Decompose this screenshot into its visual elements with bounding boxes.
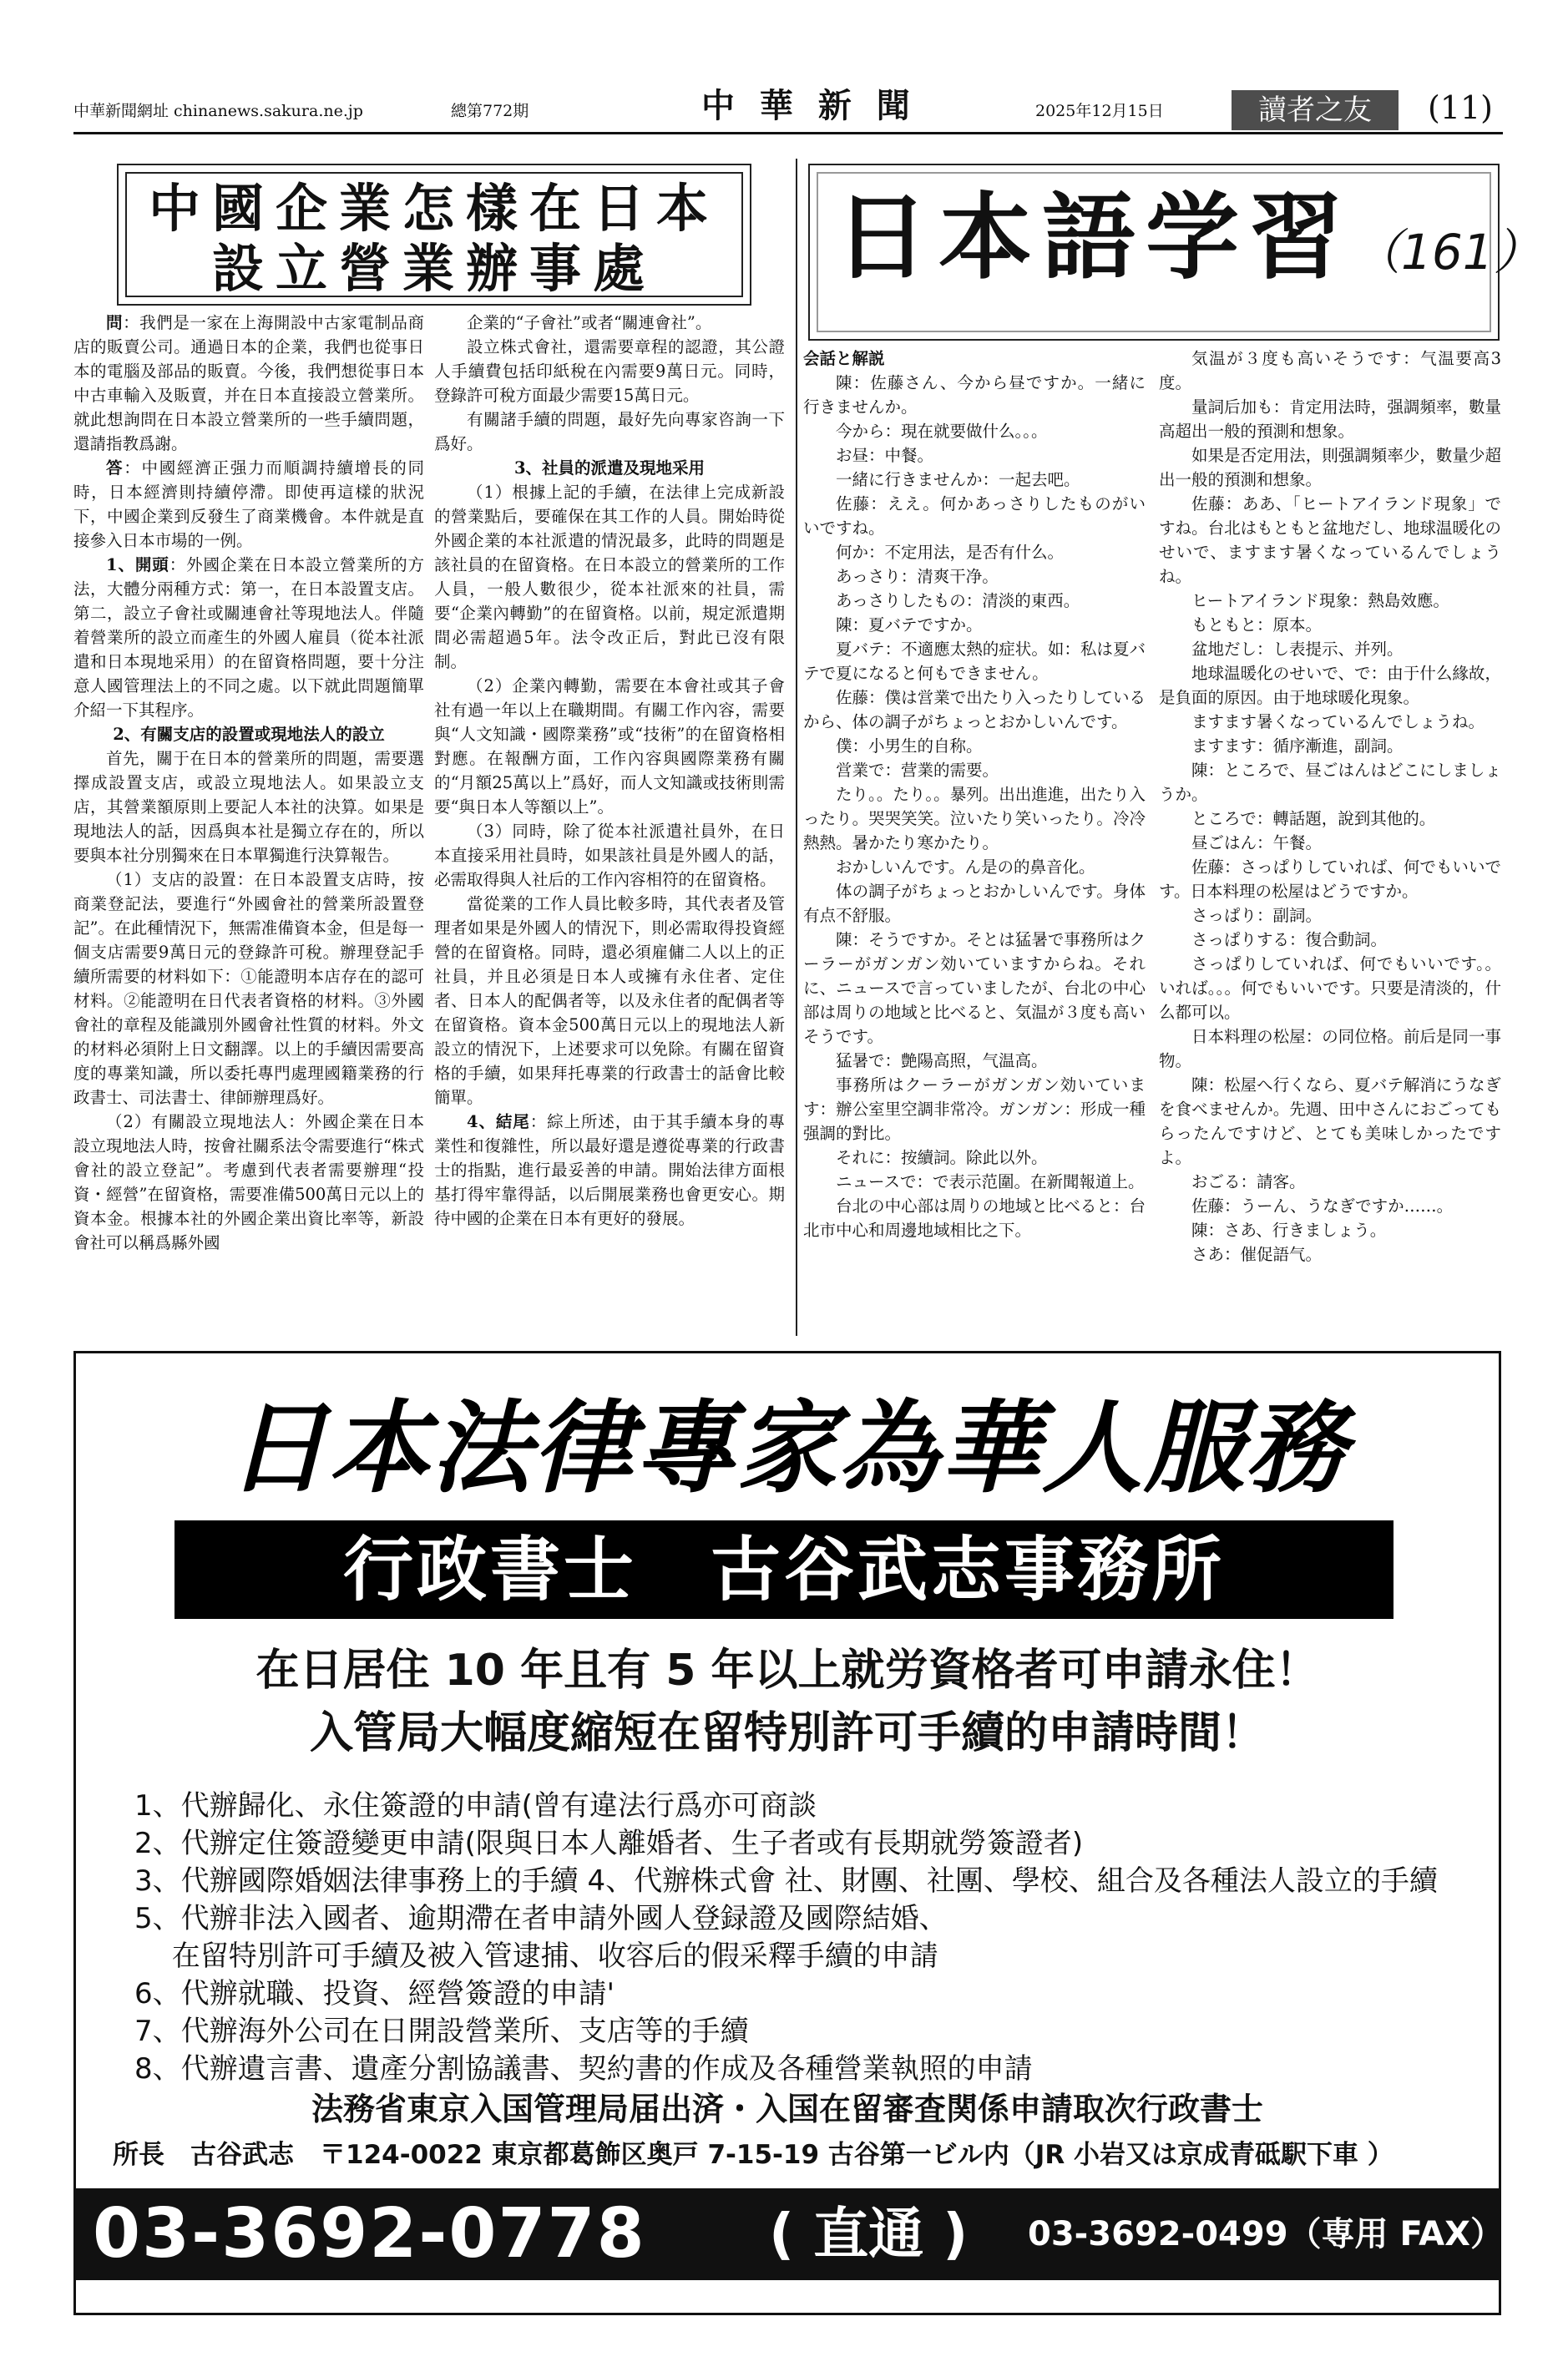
issue-number: 總第772期	[451, 102, 529, 120]
article1-col2-paragraph: 當從業的工作人員比較多時，其代表者及管理者如果是外國人的情況下，則必需取得投資經營的在留資格。同時，還必須雇傭二人以上的正社員，并且必須是日本人或擁有永住者、定住者、日本人的配偶者等，以及永住者的配偶者等在留資格。資本金500萬日元以上的現地法人新設立的情況下，上述要求可以免除。有關在留資格的手續，如果拜托專業的行政書士的話會比較簡單。	[434, 894, 785, 1107]
phone-direct-label: ( 直通 )	[769, 2202, 969, 2266]
header-rule	[73, 132, 1503, 134]
article2-col1-paragraph: 佐藤：僕は営業で出たり入ったりしているから、体の調子がちょっとおかしいんです。	[803, 688, 1146, 731]
article2-col1-paragraph: 佐藤：ええ。何かあっさりしたものがいいですね。	[803, 494, 1146, 538]
ad-service-item: 7、代辦海外公司在日開設營業所、支店等的手續	[134, 2015, 749, 2048]
masthead: 中 華 新 聞	[701, 86, 917, 125]
ad-certification: 法務省東京入国管理局届出済・入国在留審査関係申請取次行政書士	[311, 2091, 1263, 2127]
article1-col2-paragraph: 3、社員的派遣及現地采用	[513, 458, 706, 478]
article1-col2-paragraph: 4、結尾：綜上所述，由于其手續本身的專業性和復雜性，所以最好還是遵從專業的行政書士的指點，進行最妥善的申請。開始法律方面根基打得牢靠得話，以后開展業務也會更安心。期待中國的企業在日本有更好的發展。	[434, 1112, 785, 1228]
article2-col1-paragraph: それに：按續詞。除此以外。	[836, 1148, 1048, 1167]
article1-col2-paragraph: 有關諸手續的問題，最好先向專家咨詢一下爲好。	[434, 410, 785, 453]
ad-services-list	[134, 1788, 1470, 2088]
ad-subline-1: 在日居住 10 年且有 5 年以上就労資格者可申請永住！	[255, 1646, 1319, 1696]
article2-col1-paragraph: 今から：現在就要做什么。。。	[836, 422, 1048, 441]
article1-col2-paragraph: （2）企業內轉勤，需要在本會社或其子會社有過一年以上在職期間。有關工作內容，需要與“人文知識・國際業務”或“技術”的在留資格相對應。在報酬方面，工作內容與國際業務有關的“月額25萬以上”爲好，而人文知識或技術則需要“與日本人等額以上”。	[434, 676, 785, 817]
article1-title-box	[117, 164, 751, 306]
article2-col2-paragraph: 日本料理の松屋：の同位格。前后是同一事物。	[1159, 1027, 1501, 1070]
article1-title-line1: 中國企業怎樣在日本	[148, 178, 720, 239]
phone-number[interactable]: 03-3692-0778	[93, 2194, 646, 2273]
article2-col2-paragraph: さっぱりしていれば、何でもいいです。。いれば。。。何でもいいです。只要是清淡的，什么都可以。	[1159, 954, 1501, 1022]
ad-service-item: 在留特別許可手續及被入管逮捕、收容后的假采釋手續的申請	[134, 1940, 938, 1973]
issue-date: 2025年12月15日	[1035, 102, 1164, 120]
article2-col1-paragraph: お昼：中餐。	[836, 446, 934, 465]
article1-col1-paragraph: 首先，關于在日本的營業所的問題，需要選擇成設置支店，或設立現地法人。如果設立支店，其營業額原則上要記人本社的決算。如果是現地法人的話，因爲與本社是獨立存在的，所以要與本社分別獨來在日本單獨進行決算報告。	[73, 749, 424, 865]
article2-col2-paragraph: 気温が３度も高いそうです：气温要高3度。	[1159, 349, 1501, 392]
article2-col2-paragraph: 陳：ところで、昼ごはんはどこにしましょうか。	[1159, 761, 1501, 804]
article2-col1-paragraph: 夏バテ：不適應太熱的症状。如：私は夏バテで夏になると何もできません。	[803, 640, 1146, 683]
article2-col2-paragraph: 地球温暖化のせいで、で：由于什么緣故，是負面的原因。由于地球暖化現象。	[1159, 664, 1501, 707]
ad-service-item: 1、代辦歸化、永住簽證的申請(曾有違法行爲亦可商談	[134, 1789, 817, 1823]
article2-col2-paragraph: 如果是否定用法，則强調頻率少，數量少超出一般的預測和想象。	[1159, 446, 1501, 489]
article2-col1-paragraph: 営業で：营業的需要。	[836, 761, 999, 780]
article2-col2-paragraph: ますます暑くなっているんでしょうね。	[1191, 712, 1485, 731]
fax-number: 03-3692-0499（専用 FAX）	[1028, 2215, 1504, 2253]
ad-service-item: 2、代辦定住簽證變更申請(限與日本人離婚者、生子者或有長期就勞簽證者)	[134, 1827, 1084, 1860]
article1-column-1	[73, 311, 424, 1346]
article2-col2-paragraph: 陳：松屋へ行くなら、夏バテ解消にうなぎを食べませんか。先週、田中さんにおごってもらったんですけど、とても美味しかったですよ。	[1159, 1075, 1501, 1167]
ad-address: 所長 古谷武志 〒124-0022 東京都葛飾区奥戸 7-15-19 古谷第一ビル内（JR 小岩又は京成青砥駅下車 ）	[113, 2140, 1393, 2170]
article2-col1-paragraph: 一緒に行きませんか：一起去吧。	[836, 470, 1080, 489]
column-divider	[796, 159, 797, 1336]
article1-col2-paragraph: （3）同時，除了從本社派遣社員外，在日本直接采用社員時，如果該社員是外國人的話，必需取得與人社后的工作內容相符的在留資格。	[434, 822, 785, 889]
article1-col1-paragraph: 問：我們是一家在上海開設中古家電制品商店的販賣公司。通過日本的企業，我們也從事日本的電腦及部品的販賣。今後，我們想從事日本中古車輸入及販賣，并在日本直接設立營業所。就此想詢問在日本設立營業所的一些手續問題，還請指教爲謝。	[73, 313, 424, 453]
article2-col1-paragraph: 台北の中心部は周りの地域と比べると：台北市中心和周邊地域相比之下。	[803, 1196, 1146, 1240]
article1-col2-paragraph: 企業的“子會社”或者“關連會社”。	[467, 313, 712, 332]
article2-col1-paragraph: 猛暑で：艶陽高照，气温高。	[836, 1051, 1048, 1070]
article2-col1-paragraph: あっさりしたもの：清淡的東西。	[836, 591, 1080, 610]
article2-col2-paragraph: 盆地だし：し表提示、并列。	[1191, 640, 1404, 659]
site-url: 中華新聞網址 chinanews.sakura.ne.jp	[73, 102, 363, 120]
ad-service-item: 5、代辦非法入國者、逾期滯在者申請外國人登録證及國際結婚、	[134, 1902, 948, 1935]
article2-col1-paragraph: たり。。たり。。暴列。出出進進，出たり入ったり。哭哭笑笑。泣いたり笑いったり。冷冷熱熱。暑かたり寒かたり。	[803, 785, 1146, 852]
article1-col1-paragraph: （1）支店的設置：在日本設置支店時，按商業登記法，要進行“外國會社的營業所設置登記”。在此種情況下，無需准備資本金，但是每一個支店需要9萬日元的登錄許可稅。辦理登記手續所需要的材料如下：①能證明本店存在的認可材料。②能證明在日代表者資格的材料。③外國會社的章程及能識別外國會社性質的材料。外文的材料必須附上日文翻譯。以上的手續因需要高度的專業知識，所以委托專門處理國籍業務的行政書士、司法書士、律師辦理爲好。	[73, 870, 424, 1107]
article2-col2-paragraph: さっぱりする：復合動詞。	[1191, 930, 1388, 949]
article2-col2-paragraph: さあ：催促語气。	[1191, 1245, 1323, 1264]
article2-col2-paragraph: 佐藤：うーん、うなぎですか……。	[1191, 1196, 1454, 1216]
article2-col1-paragraph: おかしいんです。ん是の的鼻音化。	[836, 857, 1095, 877]
article1-col2-paragraph: 設立株式會社，還需要章程的認證，其公證人手續費包括印紙稅在內需要9萬日元。同時，登錄許可稅方面最少需要15萬日元。	[434, 337, 785, 405]
article2-col1-paragraph: ニュースで：で表示范圍。在新聞報道上。	[836, 1172, 1145, 1191]
ad-service-item: 3、代辦國際婚姻法律事務上的手續 4、代辦株式會 社、財團、社團、學校、組合及各種法人設立的手續	[134, 1864, 1438, 1898]
article2-col2-paragraph: 量詞后加も：肯定用法時，强調頻率，數量高超出一般的預測和想象。	[1159, 397, 1501, 441]
article2-col1-paragraph: 何か：不定用法，是否有什么。	[836, 543, 1065, 562]
article2-col2-paragraph: ますます：循序漸進，副詞。	[1191, 736, 1404, 756]
article1-col1-paragraph: 2、有關支店的設置或現地法人的設立	[113, 725, 385, 744]
article2-col1-paragraph: 事務所はクーラーがガンガン効いています：辦公室里空調非常冷。ガンガン：形成一種强調的對比。	[803, 1075, 1146, 1143]
article2-col2-paragraph: ヒートアイランド現象：熱島效應。	[1191, 591, 1449, 610]
article2-col2-paragraph: 陳：さあ、行きましょう。	[1191, 1221, 1387, 1240]
article2-col2-paragraph: もともと：原本。	[1191, 615, 1323, 635]
article2-col2-paragraph: ところで：轉話題，說到其他的。	[1191, 809, 1436, 828]
article2-col2-paragraph: さっぱり：副詞。	[1191, 906, 1323, 925]
article2-col1-paragraph: 体の調子がちょっとおかしいんです。身体有点不舒服。	[803, 882, 1146, 925]
section-tag: 讀者之友	[1232, 90, 1399, 130]
article2-col1-paragraph: 僕：小男生的自称。	[836, 736, 983, 756]
article2-number: （161）	[1353, 224, 1542, 281]
article2-col2-paragraph: 佐藤：さっぱりしていれば、何でもいいです。日本料理の松屋はどうですか。	[1159, 857, 1501, 901]
article1-col1-paragraph: 1、開頭：外國企業在日本設立營業所的方法，大體分兩種方式：第一，在日本設置支店。第二，設立子會社或關連會社等現地法人。伴隨着營業所的設立而產生的外國人雇員（從本社派遣和日本現地采用）的在留資格問題，要十分注意人國管理法上的不同之處。以下就此問題簡單介紹一下其程序。	[73, 555, 424, 720]
article1-col1-paragraph: （2）有關設立現地法人：外國企業在日本設立現地法人時，按會社關系法令需要進行“株式會社的設立登記”。考慮到代表者需要辦理“投資・經營”在留資格，需要准備500萬日元以上的資本金。根據本社的外國企業出資比率等，新設會社可以稱爲縣外國	[73, 1112, 424, 1252]
article2-col1-paragraph: 陳：佐藤さん、今から昼ですか。一緒に行きませんか。	[803, 373, 1146, 417]
ad-service-item: 6、代辦就職、投資、經營簽證的申請'	[134, 1977, 615, 2010]
ad-subline-2: 入管局大幅度縮短在留特別許可手續的申請時間！	[309, 1708, 1265, 1758]
page-number: (11)	[1428, 89, 1494, 126]
article2-column-1	[803, 346, 1146, 1344]
article1-col1-paragraph: 答：中國經濟正强力而順調持續增長的同時，日本經濟則持續停滯。即使再這樣的狀況下，中國企業到反發生了商業機會。本件就是直接參入日本市場的一例。	[73, 458, 424, 550]
article2-column-2	[1159, 346, 1501, 1344]
law-office-ad	[73, 1351, 1504, 2315]
ad-headline: 日本法律專家為華人服務	[227, 1391, 1348, 1507]
article2-col1-paragraph: 会話と解説	[803, 349, 885, 368]
article2-col1-paragraph: 陳：夏バテですか。	[836, 615, 983, 635]
article1-column-2	[434, 311, 785, 1346]
article2-col1-paragraph: 陳：そうですか。そとは猛暑で事務所はクーラーがガンガン効いていますからね。それに、ニュースで言っていましたが、台北の中心部は周りの地域と比べると、気温が３度も高いそうです。	[803, 930, 1146, 1046]
article2-col2-paragraph: 佐藤：ああ、「ヒートアイランド現象」ですね。台北はもともと盆地だし、地球温暖化のせいで、ますます暑くなっているんでしょうね。	[1159, 494, 1501, 586]
ad-office-name: 行政書士 古谷武志事務所	[175, 1520, 1393, 1619]
article2-col2-paragraph: おごる：請客。	[1191, 1172, 1306, 1191]
article2-col1-paragraph: あっさり：清爽干净。	[836, 567, 999, 586]
article2-title: 日本語学習	[835, 184, 1353, 292]
article1-col2-paragraph: （1）根據上記的手續，在法律上完成新設的營業點后，要確保在其工作的人員。開始時從外國企業的本社派遣的情況最多，此時的問題是該社員的在留資格。在日本設立的營業所的工作人員，一般人數很少，從本社派來的社員，需要“企業內轉勤”的在留資格。以前，規定派遣期間必需超過5年。法令改正后，對此已沒有限制。	[434, 483, 785, 671]
ad-phone-bar	[76, 2188, 1504, 2280]
article2-col2-paragraph: 昼ごはん：午餐。	[1191, 833, 1323, 852]
ad-service-item: 8、代辦遺言書、遺產分割協議書、契約書的作成及各種營業執照的申請	[134, 2052, 1033, 2086]
article1-title-line2: 設立營業辦事處	[211, 238, 656, 299]
